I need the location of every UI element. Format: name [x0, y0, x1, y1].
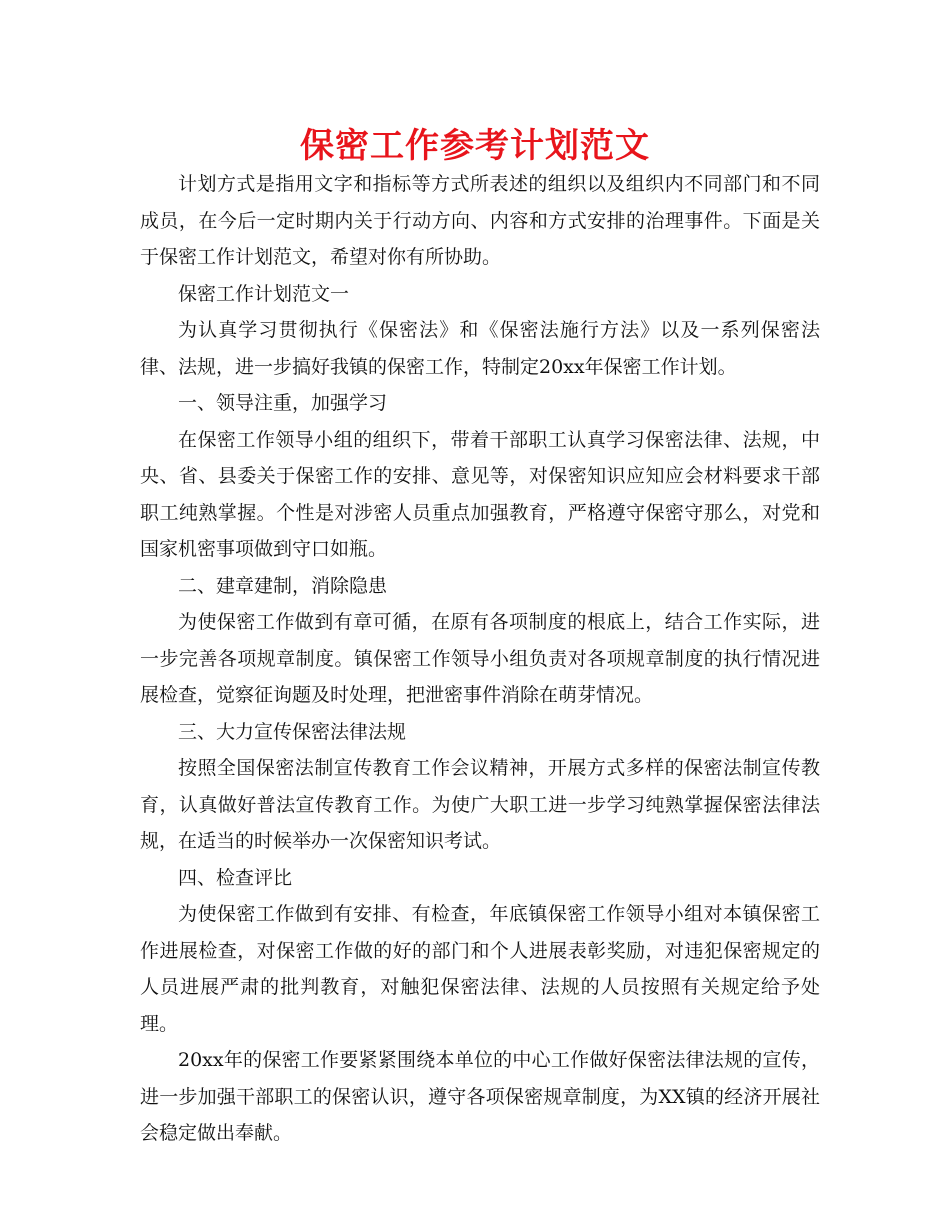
inspection-paragraph: 为使保密工作做到有安排、有检查，年底镇保密工作领导小组对本镇保密工作进展检查，对保密工作做的好的部门和个人进展表彰奖励，对违犯保密规定的人员进展严肃的批判教育，对触犯保密法律、法规的人员按照有关规定给予处理。	[140, 903, 820, 1035]
publicity-paragraph: 按照全国保密法制宣传教育工作会议精神，开展方式多样的保密法制宣传教育，认真做好普法宣传教育工作。为使广大职工进一步学习纯熟掌握保密法律法规，在适当的时候举办一次保密知识考试。	[140, 757, 820, 852]
section-heading-sample-one: 保密工作计划范文一	[178, 282, 350, 305]
heading-leadership-study: 一、领导注重，加强学习	[178, 392, 388, 414]
purpose-paragraph: 为认真学习贯彻执行《保密法》和《保密法施行方法》以及一系列保密法律、法规，进一步搞好我镇的保密工作，特制定20xx年保密工作计划。	[140, 319, 820, 378]
intro-paragraph: 计划方式是指用文字和指标等方式所表述的组织以及组织内不同部门和不同成员，在今后一定时期内关于行动方向、内容和方式安排的治理事件。下面是关于保密工作计划范文，希望对你有所协助。	[140, 173, 820, 268]
build-system-paragraph: 为使保密工作做到有章可循，在原有各项制度的根底上，结合工作实际，进一步完善各项规章制度。镇保密工作领导小组负责对各项规章制度的执行情况进展检查，觉察征询题及时处理，把泄密事件消除在萌芽情况。	[140, 611, 820, 706]
leadership-study-paragraph: 在保密工作领导小组的组织下，带着干部职工认真学习保密法律、法规，中央、省、县委关于保密工作的安排、意见等，对保密知识应知应会材料要求干部职工纯熟掌握。个性是对涉密人员重点加强教育，严格遵守保密守那么，对党和国家机密事项做到守口如瓶。	[140, 428, 820, 560]
heading-build-system: 二、建章建制，消除隐患	[178, 574, 388, 597]
heading-publicity: 三、大力宣传保密法律法规	[178, 720, 407, 743]
closing-paragraph: 20xx年的保密工作要紧紧围绕本单位的中心工作做好保密法律法规的宣传，进一步加强干部职工的保密认识，遵守各项保密规章制度，为XX镇的经济开展社会稳定做出奉献。	[140, 1049, 820, 1144]
document-body	[140, 166, 820, 1152]
heading-inspection: 四、检查评比	[178, 866, 293, 889]
document-title: 保密工作参考计划范文	[300, 126, 650, 166]
